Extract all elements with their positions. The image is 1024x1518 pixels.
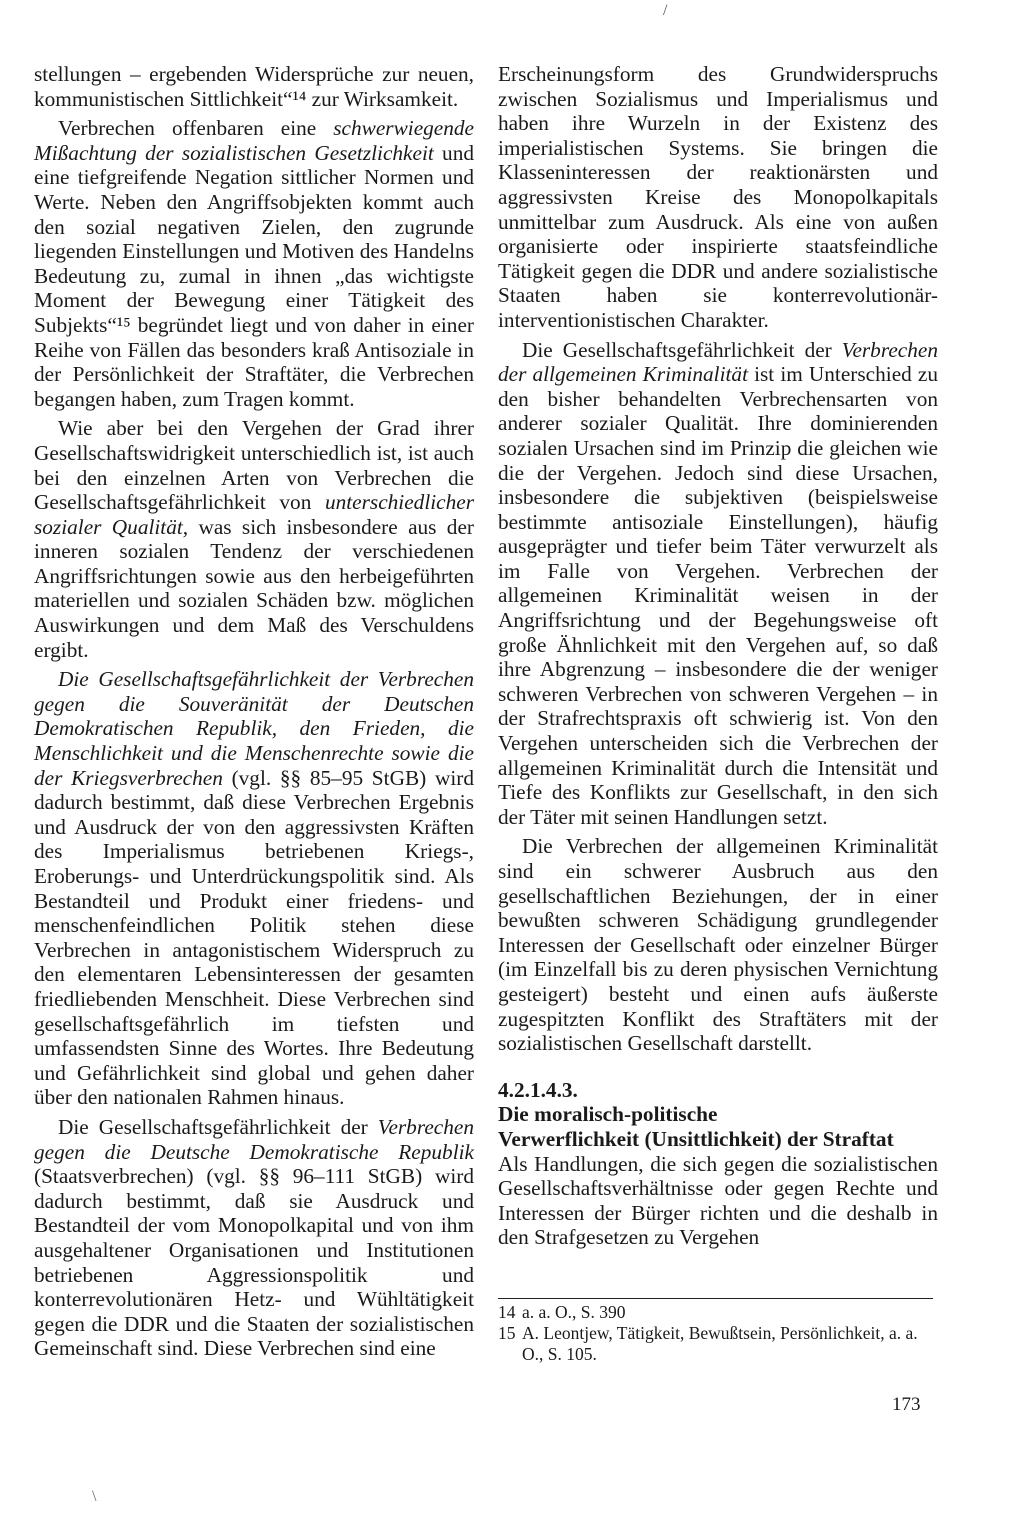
paragraph: Erscheinungsform des Grundwiderspruchs zwischen Sozialismus und Imperialismus und haben ihre Wurzeln in der Existenz des imperialistischen Systems. Sie bringen die Klasseninteressen der reaktionärsten und aggressivsten Kreise des Monopolkapitals unmittelbar zum Ausdruck. Als eine von außen organisierte oder inspirierte staatsfeindliche Tätigkeit gegen die DDR und andere sozialistische Staaten haben sie konterrevolutionär-interventionistischen Charakter.: [498, 62, 938, 332]
paragraph: stellungen – ergebenden Widersprüche zur neuen, kommunistischen Sittlichkeit“¹⁴ zur Wirksamkeit.: [34, 62, 474, 111]
section-title-line: Die moralisch-politische: [498, 1102, 718, 1127]
footnote: [498, 1302, 933, 1323]
section-heading: [498, 1078, 938, 1152]
footnote: [498, 1323, 933, 1365]
paragraph: Wie aber bei den Vergehen der Grad ihrer Gesellschaftswidrigkeit unterschiedlich ist, ist auch bei den einzelnen Arten von Verbrechen die Gesellschaftsgefährlichkeit von unterschiedlicher sozialer Qualität, was sich insbesondere aus der inneren sozialen Tendenz der verschiedenen Angriffsrichtungen sowie aus den herbeigeführten materiellen und sozialen Schäden bzw. möglichen Auswirkungen und dem Maß des Verschuldens ergibt.: [34, 416, 474, 662]
footnote-text: A. Leontjew, Tätigkeit, Bewußtsein, Persönlichkeit, a. a. O., S. 105.: [522, 1323, 918, 1364]
paragraph: Die Gesellschaftsgefährlichkeit der Verbrechen gegen die Deutsche Demokratische Republik (Staatsverbrechen) (vgl. §§ 96–111 StGB) wird dadurch bestimmt, daß sie Ausdruck und Bestandteil der vom Monopolkapital und von ihm ausgehaltener Organisationen und Institutionen betriebenen Aggressionspolitik und konterrevolutionären Hetz- und Wühltätigkeit gegen die DDR und die Staaten der sozialistischen Gemeinschaft sind. Diese Verbrechen sind eine: [34, 1114, 474, 1361]
paragraph: Verbrechen offenbaren eine schwerwiegende Mißachtung der sozialistischen Gesetzlichkeit und eine tiefgreifende Negation sittlicher Normen und Werte. Neben den Angriffsobjekten kommt auch den sozial negativen Zielen, den zugrunde liegenden Einstellungen und Motiven des Handelns Bedeutung zu, zumal in ihnen „das wichtigste Moment der Bewegung einer Tätigkeit des Subjekts“¹⁵ begründet liegt und von daher in einer Reihe von Fällen das besonders kraß Antisoziale in der Persönlichkeit der Straftäter, die Verbrechen begangen haben, zum Tragen kommt.: [34, 116, 474, 411]
section-number: 4.2.1.4.3.: [498, 1077, 578, 1102]
footnotes: [498, 1298, 933, 1365]
right-column: [498, 62, 938, 1250]
paragraph: Als Handlungen, die sich gegen die sozialistischen Gesellschaftsverhältnisse oder gegen Rechte und Interessen der Bürger richten und die deshalb in den Strafgesetzen zu Vergehen: [498, 1151, 938, 1250]
paragraph: Die Verbrechen der allgemeinen Kriminalität sind ein schwerer Ausbruch aus den gesellschaftlichen Beziehungen, der in einer bewußten schweren Schädigung grundlegender Interessen der Gesellschaft oder einzelner Bürger (im Einzelfall bis zu deren physischen Vernichtung gesteigert) besteht und einen aufs äußerste zugespitzten Konflikt des Straftäters mit der sozialistischen Gesellschaft darstellt.: [498, 834, 938, 1056]
paragraph: Die Gesellschaftsgefährlichkeit der Verbrechen gegen die Souveränität der Deutschen Demokratischen Republik, den Frieden, die Menschlichkeit und die Menschenrechte sowie die der Kriegsverbrechen (vgl. §§ 85–95 StGB) wird dadurch bestimmt, daß diese Verbrechen Ergebnis und Ausdruck der von den aggressivsten Kräften des Imperialismus betriebenen Kriegs-, Eroberungs- und Unterdrückungspolitik sind. Als Bestandteil und Produkt einer friedens- und menschenfeindlichen Politik stehen diese Verbrechen in antagonistischem Widerspruch zu den elementaren Lebensinteressen der gesamten friedliebenden Menschheit. Diese Verbrechen sind gesellschaftsgefährlich im tiefsten und umfassendsten Sinne des Wortes. Ihre Bedeutung und Gefährlichkeit sind global und gehen daher über den nationalen Rahmen hinaus.: [34, 667, 474, 1110]
left-column: [34, 62, 474, 1361]
scan-mark: /: [663, 2, 668, 19]
footnote-number: 15: [498, 1323, 516, 1343]
paragraph: Die Gesellschaftsgefährlichkeit der Verbrechen der allgemeinen Kriminalität ist im Unterschied zu den bisher behandelten Verbrechensarten von anderer sozialer Qualität. Ihre dominierenden sozialen Ursachen sind im Prinzip die gleichen wie die der Vergehen. Jedoch sind diese Ursachen, insbesondere die subjektiven (beispielsweise bestimmte antisoziale Einstellungen), häufig ausgeprägter und tiefer beim Täter verwurzelt als im Falle von Vergehen. Verbrechen der allgemeinen Kriminalität weisen in der Angriffsrichtung und der Begehungsweise oft große Ähnlichkeit mit den Vergehen auf, so daß ihre Abgrenzung – insbesondere die der weniger schweren Verbrechen von schweren Vergehen – in der Strafrechtspraxis oft schwierig ist. Von den Vergehen unterscheiden sich die Verbrechen der allgemeinen Kriminalität durch die Intensität und Tiefe des Konflikts zur Gesellschaft, in den sich der Täter mit seinen Handlungen setzt.: [498, 337, 938, 829]
footnote-number: 14: [498, 1302, 516, 1322]
footnote-text: a. a. O., S. 390: [522, 1302, 626, 1322]
scan-mark: \: [92, 1488, 97, 1505]
section-title-line: Verwerflichkeit (Unsittlichkeit) der Straftat: [498, 1126, 894, 1151]
page-number: 173: [892, 1394, 921, 1415]
